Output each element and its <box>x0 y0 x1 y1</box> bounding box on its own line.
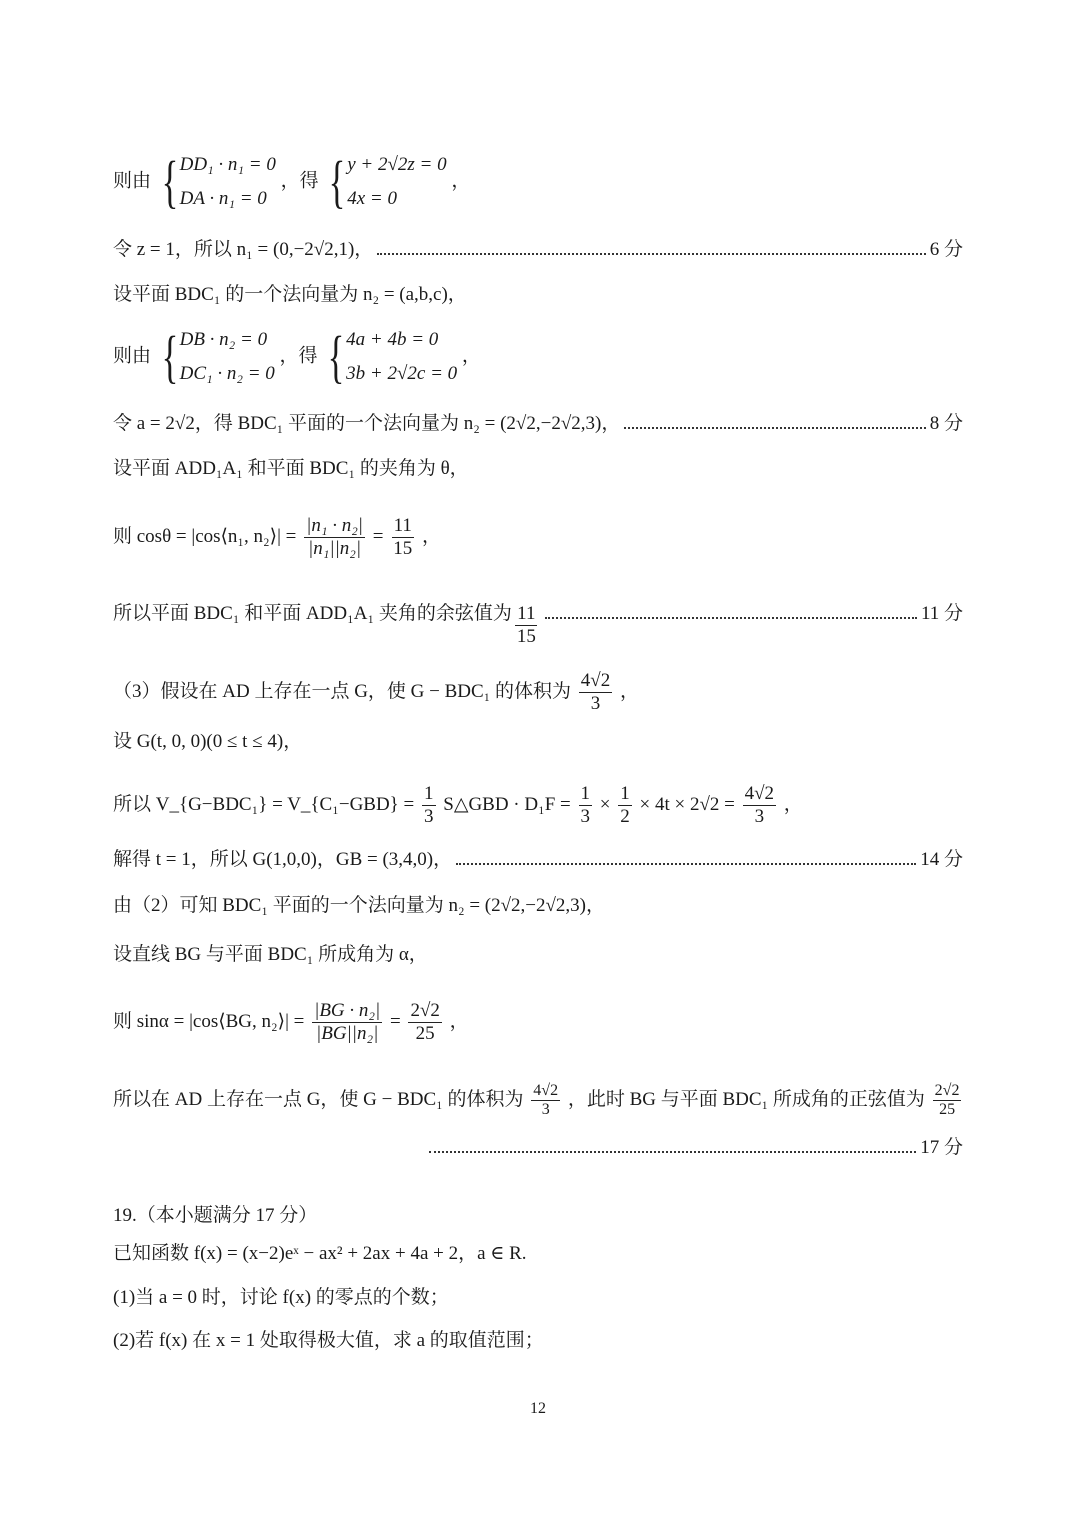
cos-formula-line <box>113 515 441 560</box>
text: = <box>389 1010 401 1032</box>
text: 设平面 ADD₁A₁ 和平面 BDC₁ 的夹角为 θ， <box>113 458 469 479</box>
text: 所以平面 BDC₁ 和平面 ADD₁A₁ 夹角的余弦值为 <box>113 603 512 624</box>
text: = <box>372 525 384 547</box>
text: 设直线 BG 与平面 BDC₁ 所成角为 α， <box>113 944 428 965</box>
equation: DA · n₁ = 0 <box>179 188 267 209</box>
text: S△GBD · D₁F = <box>443 793 571 815</box>
text: 则 sinα = |cos⟨BG, n₂⟩| = <box>113 1010 305 1032</box>
equation-system-line-1 <box>113 148 470 216</box>
text: 所以 V_{G−BDC₁} = V_{C₁−GBD} = <box>113 793 415 815</box>
fraction <box>579 670 612 715</box>
score: 11 分 <box>920 603 963 624</box>
score-line <box>113 600 963 648</box>
text: × 4t × 2√2 = <box>639 793 735 815</box>
fraction <box>312 1000 382 1045</box>
text-line <box>113 728 302 756</box>
denominator: 25 <box>939 1101 956 1118</box>
brace-system: { y + 2√2z = 0 4x = 0 <box>328 149 447 214</box>
fraction <box>618 783 632 828</box>
score-line <box>113 236 963 264</box>
score-line <box>425 1134 963 1162</box>
denominator: 3 <box>541 1101 550 1118</box>
numerator: 1 <box>580 783 591 804</box>
equation: y + 2√2z = 0 <box>347 154 447 175</box>
denominator: 3 <box>424 806 434 827</box>
text: ， <box>422 525 442 547</box>
question-stem <box>113 1240 527 1268</box>
text-line <box>113 1082 964 1119</box>
denominator: 2 <box>620 806 630 827</box>
denominator: 3 <box>580 806 591 827</box>
denominator: 15 <box>516 626 536 647</box>
numerator: 1 <box>620 783 630 804</box>
text: ， <box>783 793 803 815</box>
question-part-1 <box>113 1284 449 1312</box>
score: 14 分 <box>920 849 963 870</box>
text: 设平面 BDC₁ 的一个法向量为 n₂ = (a,b,c)， <box>113 284 467 305</box>
text: ， <box>619 680 639 702</box>
equation: 4a + 4b = 0 <box>346 329 439 350</box>
question-title <box>113 1202 317 1230</box>
page-number: 12 <box>530 1400 546 1417</box>
numerator: 1 <box>424 783 434 804</box>
text-line <box>113 281 467 309</box>
text: 已知函数 f(x) = (x−2)eˣ − ax² + 2ax + 4a + 2，a ∈ R. <box>113 1243 527 1264</box>
text: 19.（本小题满分 17 分） <box>113 1205 318 1226</box>
numerator: 11 <box>517 603 536 624</box>
text: (1)当 a = 0 时，讨论 f(x) 的零点的个数； <box>113 1287 449 1308</box>
text: 解得 t = 1，所以 G(1,0,0)，GB = (3,4,0)， <box>113 849 453 870</box>
denominator: 25 <box>415 1023 435 1044</box>
text: ，得 <box>279 345 318 367</box>
fraction <box>579 783 593 828</box>
text: ， <box>451 170 471 192</box>
text: 设 G(t, 0, 0)(0 ≤ t ≤ 4)， <box>113 731 303 752</box>
fraction <box>531 1082 560 1119</box>
text: × <box>599 793 611 815</box>
denominator: |n₁||n₂| <box>308 538 362 559</box>
text: ，此时 BG 与平面 BDC₁ 所成角的正弦值为 <box>567 1088 925 1110</box>
fraction <box>391 515 414 560</box>
score-line <box>113 846 963 874</box>
denominator: 3 <box>590 693 601 714</box>
fraction <box>933 1082 962 1119</box>
sin-formula-line <box>113 1000 469 1045</box>
text: ， <box>449 1010 469 1032</box>
text: （3）假设在 AD 上存在一点 G，使 G − BDC₁ 的体积为 <box>113 680 572 702</box>
text: 则 cosθ = |cos⟨n₁, n₂⟩| = <box>113 525 297 547</box>
fraction <box>422 783 436 828</box>
numerator: |n₁ · n₂| <box>306 515 364 536</box>
text: (2)若 f(x) 在 x = 1 处取得极大值，求 a 的取值范围； <box>113 1330 544 1351</box>
equation: 4x = 0 <box>347 188 397 209</box>
fraction <box>743 783 776 828</box>
brace-system: { DB · n₂ = 0 DC₁ · n₂ = 0 <box>161 324 275 389</box>
score-line <box>113 410 963 438</box>
text-line <box>113 455 469 483</box>
numerator: 4√2 <box>580 670 611 691</box>
volume-formula-line <box>113 783 803 828</box>
equation: 3b + 2√2c = 0 <box>346 363 458 384</box>
equation-system-line-2 <box>113 323 481 391</box>
numerator: 2√2 <box>410 1000 440 1021</box>
numerator: |BG · n₂| <box>314 1000 381 1021</box>
denominator: 3 <box>754 806 765 827</box>
numerator: 4√2 <box>744 783 775 804</box>
score: 8 分 <box>929 413 963 434</box>
equation: DD₁ · n₁ = 0 <box>179 154 276 175</box>
text: 由（2）可知 BDC₁ 平面的一个法向量为 n₂ = (2√2,−2√2,3)， <box>113 895 606 916</box>
denominator: |BG||n₂| <box>316 1023 379 1044</box>
fraction <box>408 1000 441 1045</box>
numerator: 11 <box>393 515 412 536</box>
text-line <box>113 941 428 969</box>
brace-system: { DD₁ · n₁ = 0 DA · n₁ = 0 <box>161 149 276 214</box>
equation: DB · n₂ = 0 <box>179 329 268 350</box>
numerator: 2√2 <box>934 1082 960 1099</box>
text: 则由 <box>113 170 152 192</box>
text: 令 a = 2√2，得 BDC₁ 平面的一个法向量为 n₂ = (2√2,−2√2,3)， <box>113 413 621 434</box>
question-part-2 <box>113 1327 544 1355</box>
equation: DC₁ · n₂ = 0 <box>179 363 275 384</box>
fraction <box>304 515 365 560</box>
text: ， <box>461 345 481 367</box>
text: 则由 <box>113 345 152 367</box>
text: ，得 <box>280 170 319 192</box>
text: 所以在 AD 上存在一点 G，使 G − BDC₁ 的体积为 <box>113 1088 524 1110</box>
text: 令 z = 1，所以 n₁ = (0,−2√2,1)， <box>113 239 374 260</box>
score: 6 分 <box>929 239 963 260</box>
fraction <box>515 603 538 648</box>
text-line <box>113 892 605 920</box>
score: 17 分 <box>920 1137 963 1158</box>
denominator: 15 <box>393 538 413 559</box>
text-line <box>113 670 639 715</box>
numerator: 4√2 <box>533 1082 559 1099</box>
brace-system: { 4a + 4b = 0 3b + 2√2c = 0 <box>327 324 458 389</box>
